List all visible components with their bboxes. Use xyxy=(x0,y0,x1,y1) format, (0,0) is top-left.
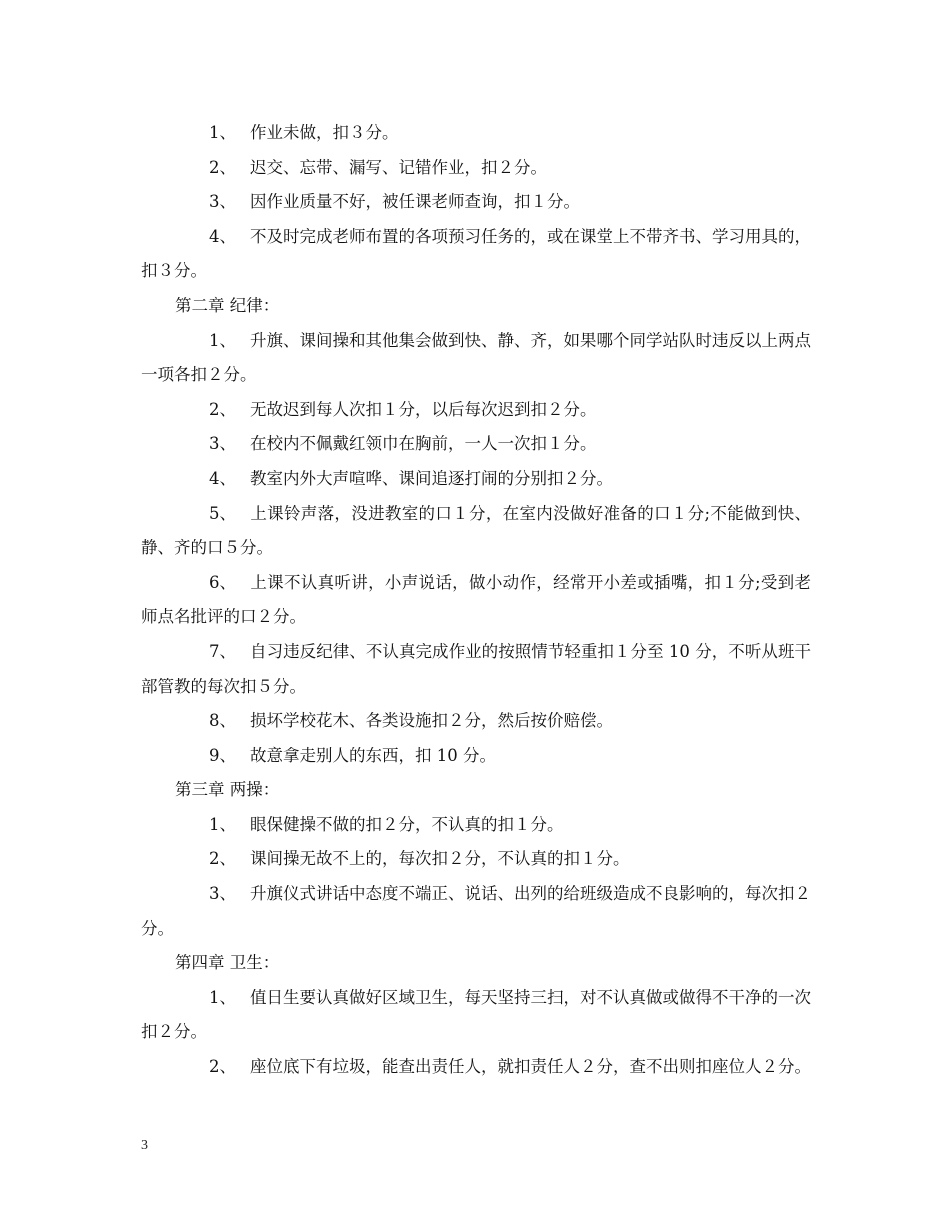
item-text: 座位底下有垃圾，能查出责任人，就扣责任人２分，查不出则扣座位人２分。 xyxy=(250,1057,811,1077)
rule-item xyxy=(141,116,811,151)
rule-item xyxy=(141,704,811,739)
item-text: 作业未做，扣３分。 xyxy=(250,123,399,142)
item-number: 3、 xyxy=(209,434,236,454)
chapter-heading: 第四章 卫生： xyxy=(175,953,280,973)
item-text: 迟交、忘带、漏写、记错作业，扣２分。 xyxy=(250,157,547,177)
item-text: 课间操无故不上的，每次扣２分，不认真的扣１分。 xyxy=(250,849,630,869)
item-number: 6、 xyxy=(209,572,236,592)
chapter-heading: 第三章 两操： xyxy=(175,780,280,800)
item-number: 3、 xyxy=(209,884,236,904)
item-text: 自习违反纪律、不认真完成作业的按照情节轻重扣１分至 10 分，不听从班干部管教的每次扣５分。 xyxy=(141,641,811,696)
rule-item xyxy=(141,462,811,497)
item-text: 无故迟到每人次扣１分，以后每次迟到扣２分。 xyxy=(250,399,597,419)
item-text: 眼保健操不做的扣２分，不认真的扣１分。 xyxy=(250,814,564,834)
rule-item xyxy=(141,1050,811,1085)
item-text: 故意拿走别人的东西，扣 10 分。 xyxy=(250,745,496,765)
item-text: 上课铃声落，没进教室的口１分，在室内没做好准备的口１分;不能做到快、静、齐的口５分。 xyxy=(141,503,811,558)
rule-item xyxy=(141,393,811,428)
rule-item xyxy=(141,981,811,1050)
item-number: 4、 xyxy=(209,226,236,246)
rule-item xyxy=(141,497,811,566)
rule-item xyxy=(141,739,811,774)
rule-item xyxy=(141,324,811,393)
chapter-heading: 第二章 纪律： xyxy=(175,295,280,315)
item-number: 2、 xyxy=(209,399,236,419)
item-number: 5、 xyxy=(209,503,236,523)
item-text: 升旗、课间操和其他集会做到快、静、齐，如果哪个同学站队时违反以上两点一项各扣２分。 xyxy=(141,330,811,385)
item-text: 升旗仪式讲话中态度不端正、说话、出列的给班级造成不良影响的，每次扣２分。 xyxy=(141,884,811,938)
item-text: 不及时完成老师布置的各项预习任务的，或在课堂上不带齐书、学习用具的，扣３分。 xyxy=(141,226,811,281)
rule-item xyxy=(141,808,811,843)
rule-item xyxy=(141,635,811,704)
item-number: 8、 xyxy=(209,711,236,731)
item-number: 2、 xyxy=(209,849,236,869)
item-number: 1、 xyxy=(209,330,236,350)
item-number: 3、 xyxy=(209,192,236,212)
item-number: 1、 xyxy=(209,987,236,1007)
item-text: 教室内外大声喧哗、课间追逐打闹的分别扣２分。 xyxy=(250,468,613,488)
item-number: 9、 xyxy=(209,745,236,765)
rule-item xyxy=(141,877,811,946)
rule-item xyxy=(141,566,811,635)
rule-item xyxy=(141,151,811,186)
rule-item xyxy=(141,220,811,289)
item-text: 因作业质量不好，被任课老师查询，扣１分。 xyxy=(250,192,580,212)
rule-item xyxy=(141,842,811,877)
item-number: 2、 xyxy=(209,1057,236,1077)
item-number: 2、 xyxy=(209,157,236,177)
document-body xyxy=(141,116,811,1085)
item-text: 在校内不佩戴红领巾在胸前，一人一次扣１分。 xyxy=(250,434,597,454)
item-text: 损坏学校花木、各类设施扣２分，然后按价赔偿。 xyxy=(250,711,613,731)
item-number: 1、 xyxy=(209,814,236,834)
rule-item xyxy=(141,427,811,462)
item-number: 1、 xyxy=(209,123,236,142)
item-number: 7、 xyxy=(209,641,236,661)
item-text: 值日生要认真做好区域卫生，每天坚持三扫，对不认真做或做得不干净的一次扣２分。 xyxy=(141,987,811,1042)
rule-item xyxy=(141,185,811,220)
item-number: 4、 xyxy=(209,468,236,488)
item-text: 上课不认真听讲，小声说话，做小动作，经常开小差或插嘴，扣１分;受到老师点名批评的口２分。 xyxy=(141,572,811,627)
page-number: 3 xyxy=(141,1138,148,1153)
